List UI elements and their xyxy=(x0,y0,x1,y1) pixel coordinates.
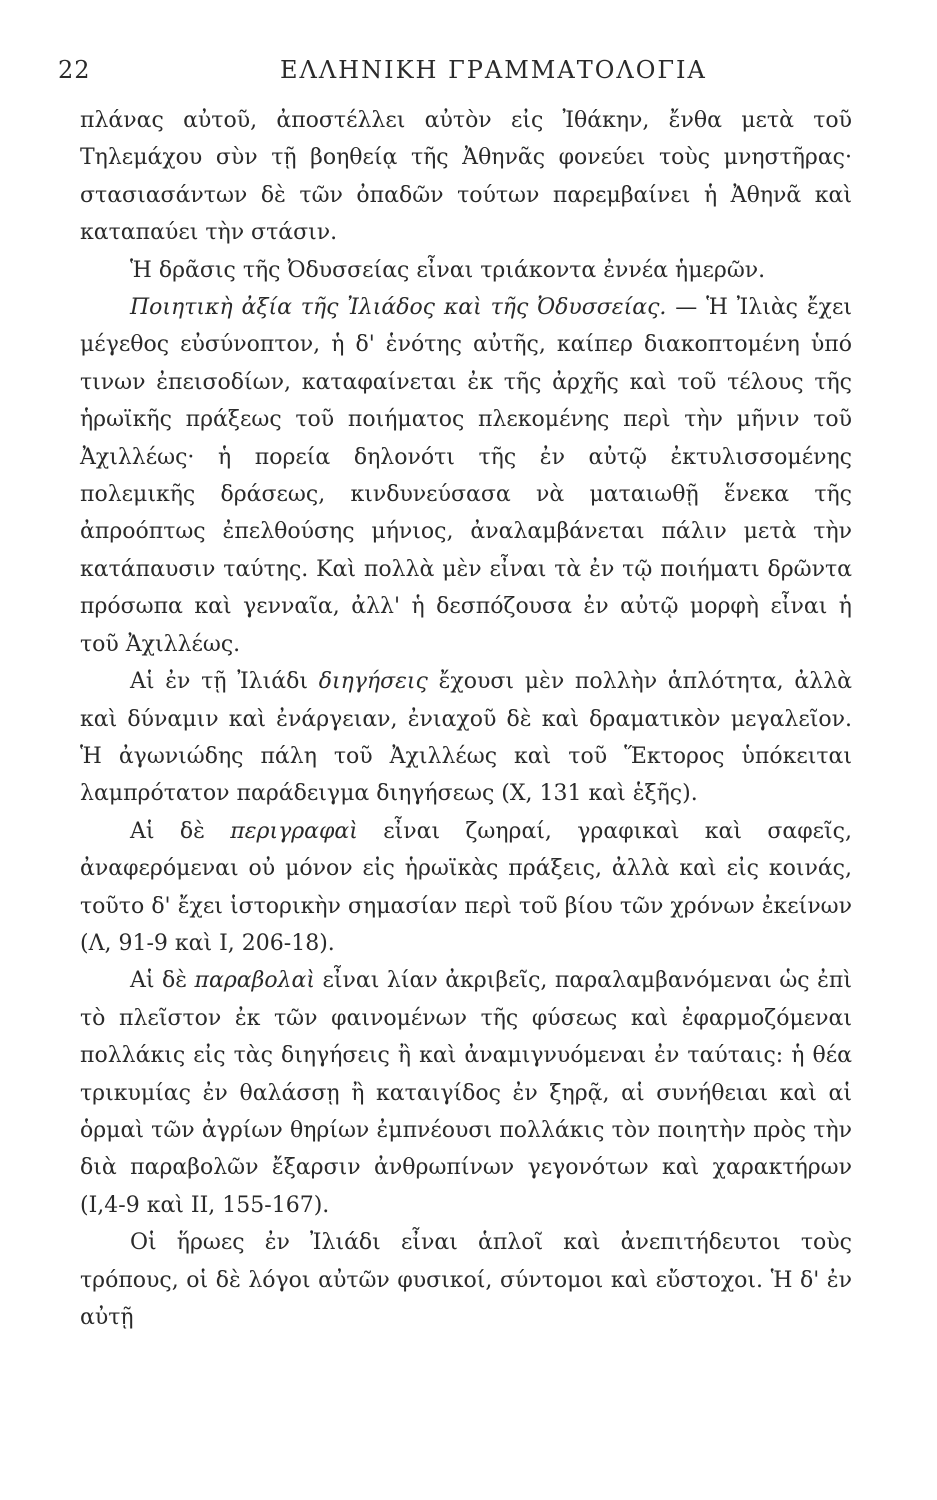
paragraph-lead: Αἱ δὲ xyxy=(130,818,231,844)
body-text xyxy=(80,102,852,1336)
paragraph-text: εἶναι ζωηραί, γραφικαὶ καὶ σαφεῖς, ἀναφερόμεναι οὐ μόνον εἰς ἡρωϊκὰς πράξεις, ἀλλὰ καὶ εἰς κοινάς, τοῦτο δ' ἔχει ἱστορικὴν σημασίαν περὶ τοῦ βίου τῶν χρόνων ἐκείνων (Λ, 91-9 καὶ Ι, 206-18). xyxy=(80,818,852,956)
paragraph-text: εἶναι λίαν ἀκριβεῖς, παραλαμβανόμεναι ὡς ἐπὶ τὸ πλεῖστον ἐκ τῶν φαινομένων τῆς φύσεως καὶ ἐφαρμοζόμεναι πολλάκις εἰς τὰς διηγήσεις ἢ καὶ ἀναμιγνυόμεναι ἐν ταύταις: ἡ θέα τρικυμίας ἐν θαλάσσῃ ἢ καταιγίδος ἐν ξηρᾷ, αἱ συνήθειαι καὶ αἱ ὁρμαὶ τῶν ἀγρίων θηρίων ἐμπνέουσι πολλάκις τὸν ποιητὴν πρὸς τὴν διὰ παραβολῶν ἔξαρσιν ἀνθρωπίνων γεγονότων καὶ χαρακτήρων (Ι,4-9 καὶ ΙΙ, 155-167). xyxy=(80,968,852,1218)
paragraph-lead: Αἱ δὲ xyxy=(130,968,195,994)
paragraph-text: Οἱ ἥρωες ἐν Ἰλιάδι εἶναι ἁπλοῖ καὶ ἀνεπιτήδευτοι τοὺς τρόπους, οἱ δὲ λόγοι αὐτῶν φυσικοί, σύντομοι καὶ εὔστοχοι. Ἡ δ' ἐν αὐτῇ xyxy=(80,1230,852,1330)
paragraph-lead: Αἱ ἐν τῇ Ἰλιάδι xyxy=(130,669,319,695)
paragraph xyxy=(80,813,852,963)
paragraph xyxy=(80,962,852,1224)
italic-term: παραβολαὶ xyxy=(194,968,316,994)
section-heading-italic: Ποιητικὴ ἀξία τῆς Ἰλιάδος καὶ τῆς Ὀδυσσείας. xyxy=(130,295,667,321)
italic-term: διηγήσεις xyxy=(318,669,428,695)
paragraph xyxy=(80,252,852,289)
paragraph-text: — Ἡ Ἰλιὰς ἔχει μέγεθος εὐσύνοπτον, ἡ δ' ἑνότης αὐτῆς, καίπερ διακοπτομένη ὑπό τινων ἐπεισοδίων, καταφαίνεται ἐκ τῆς ἀρχῆς καὶ τοῦ τέλους τῆς ἡρωϊκῆς πράξεως τοῦ ποιήματος πλεκομένης περὶ τὴν μῆνιν τοῦ Ἀχιλλέως· ἡ πορεία δηλονότι τῆς ἐν αὐτῷ ἐκτυλισσομένης πολεμικῆς δράσεως, κινδυνεύσασα νὰ ματαιωθῇ ἕνεκα τῆς ἀπροόπτως ἐπελθούσης μήνιος, ἀναλαμβάνεται πάλιν μετὰ τὴν κατάπαυσιν ταύτης. Καὶ πολλὰ μὲν εἶναι τὰ ἐν τῷ ποιήματι δρῶντα πρόσωπα καὶ γενναῖα, ἀλλ' ἡ δεσπόζουσα ἐν αὐτῷ μορφὴ εἶναι ἡ τοῦ Ἀχιλλέως. xyxy=(80,295,852,657)
page-number: 22 xyxy=(58,56,91,84)
paragraph xyxy=(80,289,852,663)
italic-term: περιγραφαὶ xyxy=(230,818,358,844)
paragraph-text: Ἡ δρᾶσις τῆς Ὀδυσσείας εἶναι τριάκοντα ἐννέα ἡμερῶν. xyxy=(130,257,766,283)
paragraph xyxy=(80,102,852,252)
paragraph-text: πλάνας αὐτοῦ, ἀποστέλλει αὐτὸν εἰς Ἰθάκην, ἔνθα μετὰ τοῦ Τηλεμάχου σὺν τῇ βοηθείᾳ τῆς Ἀθηνᾶς φονεύει τοὺς μνηστῆρας· στασιασάντων δὲ τῶν ὀπαδῶν τούτων παρεμβαίνει ἡ Ἀθηνᾶ καὶ καταπαύει τὴν στάσιν. xyxy=(80,108,852,246)
paragraph-text: ἔχουσι μὲν πολλὴν ἁπλότητα, ἀλλὰ καὶ δύναμιν καὶ ἐνάργειαν, ἐνιαχοῦ δὲ καὶ δραματικὸν μεγαλεῖον. Ἡ ἀγωνιώδης πάλη τοῦ Ἀχιλλέως καὶ τοῦ Ἕκτορος ὑπόκειται λαμπρότατον παράδειγμα διηγήσεως (Χ, 131 καὶ ἑξῆς). xyxy=(80,669,853,807)
paragraph xyxy=(80,1224,852,1336)
running-head xyxy=(58,56,858,92)
paragraph xyxy=(80,663,852,813)
header-title: ΕΛΛΗΝΙΚΗ ΓΡΑΜΜΑΤΟΛΟΓΙΑ xyxy=(280,56,707,84)
